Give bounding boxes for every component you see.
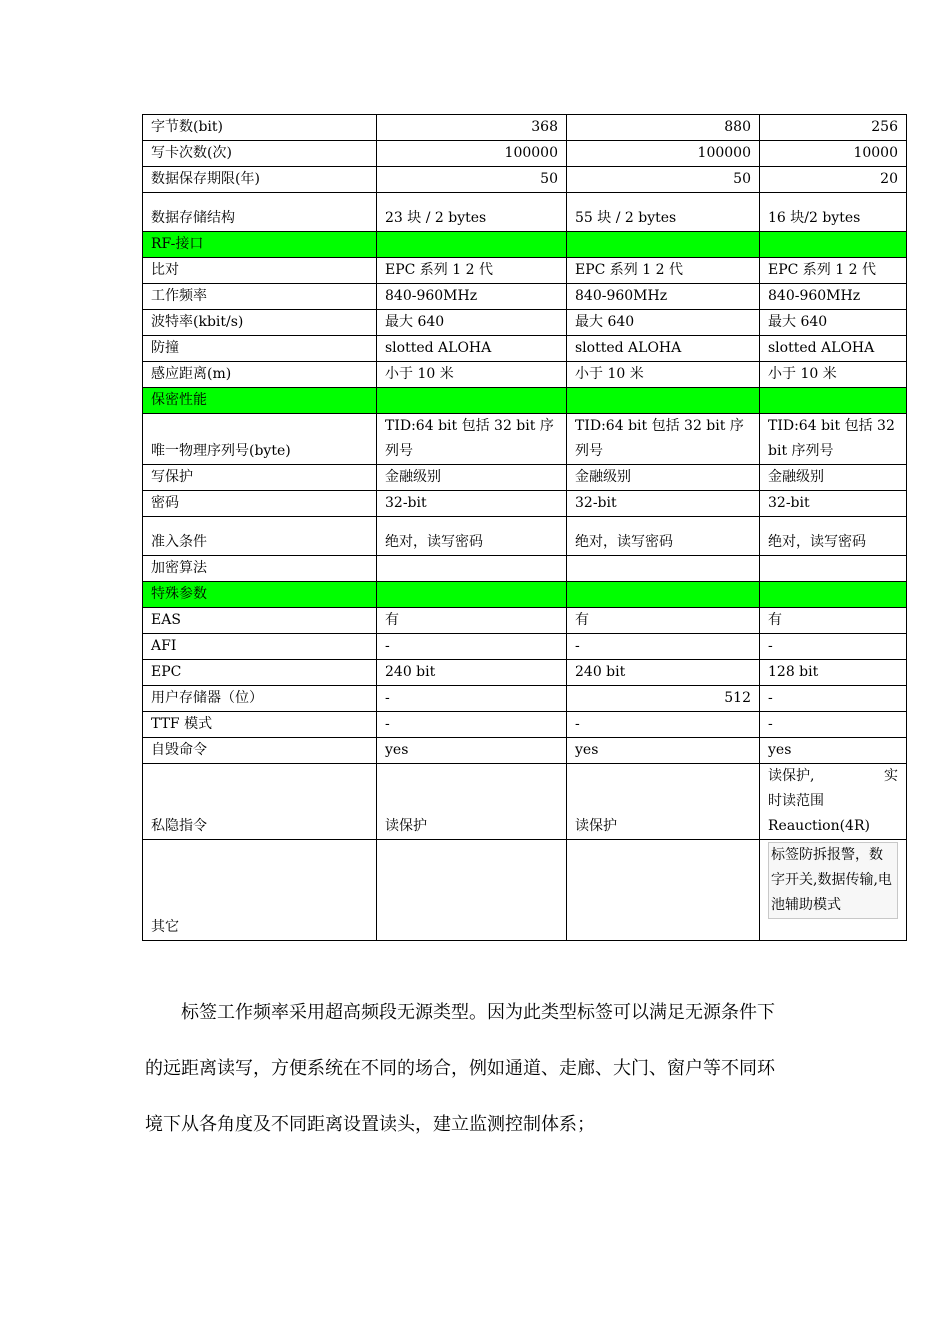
cell: 880 <box>567 115 760 141</box>
cell <box>377 556 567 582</box>
row-label: 写卡次数(次) <box>143 141 377 167</box>
cell <box>377 582 567 608</box>
cell: 50 <box>567 167 760 193</box>
cell: 绝对，读写密码 <box>567 517 760 556</box>
cell: yes <box>760 738 907 764</box>
table-row <box>143 310 907 336</box>
text-box: 标签防拆报警，数字开关,数据传输,电池辅助模式 <box>768 842 898 919</box>
cell-text: 时读范围 <box>768 793 824 809</box>
section-label: 特殊参数 <box>143 582 377 608</box>
cell: yes <box>567 738 760 764</box>
cell-text: Reauction(4R) <box>768 818 870 834</box>
cell <box>567 582 760 608</box>
cell: 最大 640 <box>760 310 907 336</box>
cell: 240 bit <box>377 660 567 686</box>
cell: - <box>567 712 760 738</box>
row-label: 比对 <box>143 258 377 284</box>
section-row <box>143 232 907 258</box>
row-label: 工作频率 <box>143 284 377 310</box>
table-row <box>143 556 907 582</box>
cell: 23 块 / 2 bytes <box>377 193 567 232</box>
cell: 金融级别 <box>567 465 760 491</box>
table-row <box>143 712 907 738</box>
cell: 绝对，读写密码 <box>377 517 567 556</box>
cell: EPC 系列 1 2 代 <box>760 258 907 284</box>
cell: 16 块/2 bytes <box>760 193 907 232</box>
cell: 最大 640 <box>377 310 567 336</box>
cell <box>760 232 907 258</box>
cell <box>377 840 567 941</box>
cell: - <box>377 634 567 660</box>
paragraph-line: 标签工作频率采用超高频段无源类型。因为此类型标签可以满足无源条件下 <box>181 1002 775 1023</box>
cell: 840-960MHz <box>377 284 567 310</box>
row-label: 准入条件 <box>143 517 377 556</box>
table-row <box>143 491 907 517</box>
table-row <box>143 258 907 284</box>
cell: 840-960MHz <box>760 284 907 310</box>
cell <box>567 232 760 258</box>
cell: 金融级别 <box>760 465 907 491</box>
cell <box>567 556 760 582</box>
cell <box>760 388 907 414</box>
row-label: 数据存储结构 <box>143 193 377 232</box>
table-row <box>143 336 907 362</box>
paragraph-line: 境下从各角度及不同距离设置读头，建立监测控制体系； <box>145 1114 595 1135</box>
cell: 32-bit <box>760 491 907 517</box>
cell: 100000 <box>567 141 760 167</box>
row-label: EPC <box>143 660 377 686</box>
cell: 小于 10 米 <box>760 362 907 388</box>
table-row <box>143 362 907 388</box>
table-row <box>143 840 907 941</box>
spec-table <box>142 114 907 941</box>
cell: EPC 系列 1 2 代 <box>377 258 567 284</box>
cell: 50 <box>377 167 567 193</box>
cell: 绝对，读写密码 <box>760 517 907 556</box>
table-row <box>143 284 907 310</box>
table-row <box>143 193 907 232</box>
table-row <box>143 465 907 491</box>
cell: - <box>377 712 567 738</box>
cell: - <box>760 712 907 738</box>
cell-text: 读保护, <box>768 768 815 784</box>
cell: 读保护 <box>567 764 760 840</box>
cell: slotted ALOHA <box>567 336 760 362</box>
table-row <box>143 660 907 686</box>
table-row <box>143 517 907 556</box>
table-row <box>143 141 907 167</box>
section-row <box>143 388 907 414</box>
row-label: EAS <box>143 608 377 634</box>
row-label: 用户存储器（位） <box>143 686 377 712</box>
cell: - <box>567 634 760 660</box>
table-row <box>143 738 907 764</box>
row-label: 波特率(kbit/s) <box>143 310 377 336</box>
cell: 有 <box>567 608 760 634</box>
cell <box>377 232 567 258</box>
row-label: 自毁命令 <box>143 738 377 764</box>
cell <box>567 388 760 414</box>
cell: - <box>760 686 907 712</box>
cell: slotted ALOHA <box>760 336 907 362</box>
table-row <box>143 115 907 141</box>
cell: EPC 系列 1 2 代 <box>567 258 760 284</box>
row-label: 字节数(bit) <box>143 115 377 141</box>
row-label: 感应距离(m) <box>143 362 377 388</box>
table-row <box>143 764 907 840</box>
cell: 小于 10 米 <box>377 362 567 388</box>
row-label: 其它 <box>143 840 377 941</box>
cell: slotted ALOHA <box>377 336 567 362</box>
cell-privacy <box>760 764 907 840</box>
cell: 金融级别 <box>377 465 567 491</box>
cell: 32-bit <box>377 491 567 517</box>
body-paragraph <box>145 998 825 1166</box>
table-row <box>143 634 907 660</box>
cell <box>567 840 760 941</box>
cell: TID:64 bit 包括 32 bit 序列号 <box>377 414 567 465</box>
row-label: 加密算法 <box>143 556 377 582</box>
cell: 256 <box>760 115 907 141</box>
cell: 20 <box>760 167 907 193</box>
table-row <box>143 686 907 712</box>
cell: 读保护 <box>377 764 567 840</box>
cell-text: 实 <box>884 768 898 784</box>
cell: 840-960MHz <box>567 284 760 310</box>
cell: - <box>760 634 907 660</box>
cell <box>760 582 907 608</box>
cell: 55 块 / 2 bytes <box>567 193 760 232</box>
section-row <box>143 582 907 608</box>
row-label: TTF 模式 <box>143 712 377 738</box>
row-label: 私隐指令 <box>143 764 377 840</box>
row-label: 写保护 <box>143 465 377 491</box>
section-label: RF-接口 <box>143 232 377 258</box>
cell: 128 bit <box>760 660 907 686</box>
table-row <box>143 167 907 193</box>
cell: 最大 640 <box>567 310 760 336</box>
cell: TID:64 bit 包括 32 bit 序列号 <box>760 414 907 465</box>
cell: 32-bit <box>567 491 760 517</box>
cell-other <box>760 840 907 941</box>
cell: 小于 10 米 <box>567 362 760 388</box>
cell: 有 <box>760 608 907 634</box>
cell: 512 <box>567 686 760 712</box>
cell: 有 <box>377 608 567 634</box>
cell: 240 bit <box>567 660 760 686</box>
cell <box>760 556 907 582</box>
cell: yes <box>377 738 567 764</box>
row-label: AFI <box>143 634 377 660</box>
cell: 100000 <box>377 141 567 167</box>
cell <box>377 388 567 414</box>
section-label: 保密性能 <box>143 388 377 414</box>
cell: 10000 <box>760 141 907 167</box>
table-row <box>143 414 907 465</box>
cell: - <box>377 686 567 712</box>
row-label: 密码 <box>143 491 377 517</box>
cell: TID:64 bit 包括 32 bit 序列号 <box>567 414 760 465</box>
cell-line <box>768 764 898 789</box>
row-label: 数据保存期限(年) <box>143 167 377 193</box>
paragraph-line: 的远距离读写，方便系统在不同的场合，例如通道、走廊、大门、窗户等不同环 <box>145 1058 775 1079</box>
table-row <box>143 608 907 634</box>
row-label: 防撞 <box>143 336 377 362</box>
cell: 368 <box>377 115 567 141</box>
row-label: 唯一物理序列号(byte) <box>143 414 377 465</box>
